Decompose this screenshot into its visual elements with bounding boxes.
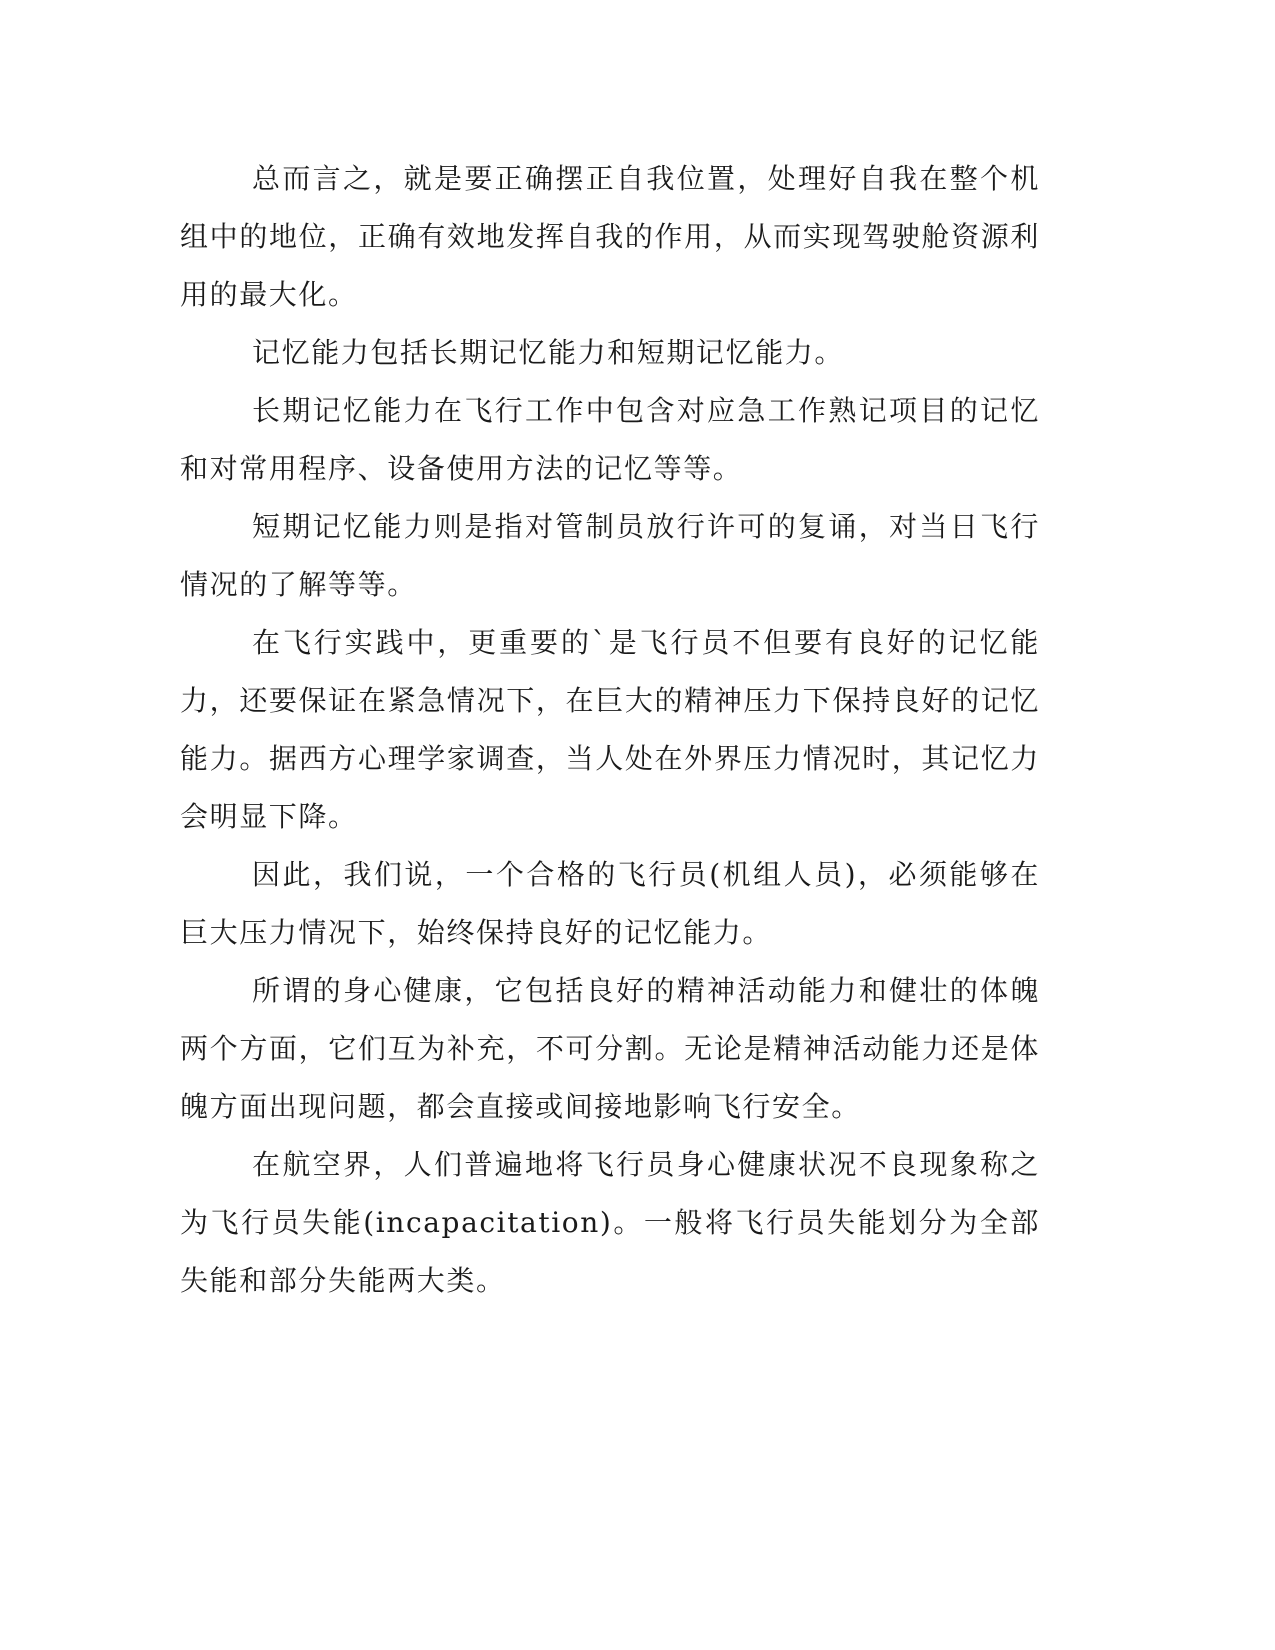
paragraph-3: 长期记忆能力在飞行工作中包含对应急工作熟记项目的记忆和对常用程序、设备使用方法的记忆等等。 — [180, 394, 1040, 485]
paragraph-8: 在航空界，人们普遍地将飞行员身心健康状况不良现象称之为飞行员失能(incapacitation)。一般将飞行员失能划分为全部失能和部分失能两大类。 — [180, 1148, 1040, 1297]
paragraph-5: 在飞行实践中，更重要的`是飞行员不但要有良好的记忆能力，还要保证在紧急情况下，在巨大的精神压力下保持良好的记忆能力。据西方心理学家调查，当人处在外界压力情况时，其记忆力会明显下降。 — [180, 626, 1040, 833]
paragraph-4: 短期记忆能力则是指对管制员放行许可的复诵，对当日飞行情况的了解等等。 — [180, 510, 1040, 601]
paragraph-1: 总而言之，就是要正确摆正自我位置，处理好自我在整个机组中的地位，正确有效地发挥自我的作用，从而实现驾驶舱资源利用的最大化。 — [180, 162, 1040, 311]
paragraph-2: 记忆能力包括长期记忆能力和短期记忆能力。 — [252, 336, 845, 369]
paragraph-6: 因此，我们说，一个合格的飞行员(机组人员)，必须能够在巨大压力情况下，始终保持良好的记忆能力。 — [180, 858, 1040, 949]
paragraph-7: 所谓的身心健康，它包括良好的精神活动能力和健壮的体魄两个方面，它们互为补充，不可分割。无论是精神活动能力还是体魄方面出现问题，都会直接或间接地影响飞行安全。 — [180, 974, 1040, 1123]
document-body — [180, 150, 1040, 1310]
